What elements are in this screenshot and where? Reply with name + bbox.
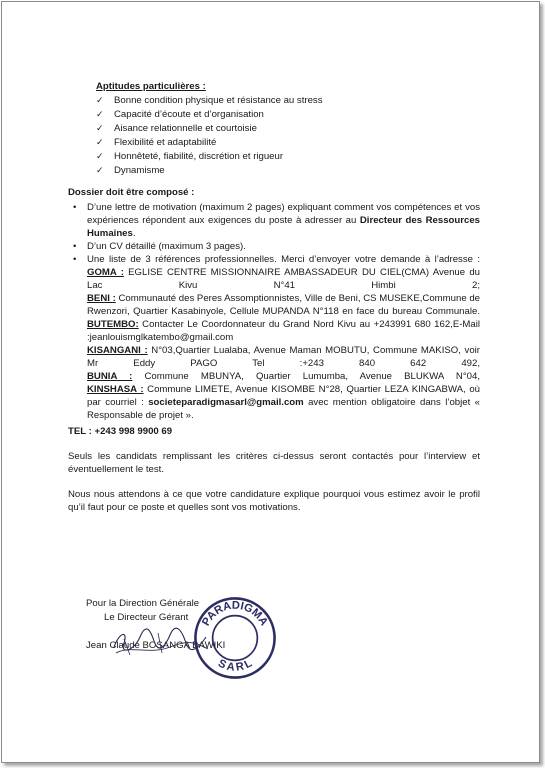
checkmark-icon: ✓ — [96, 165, 104, 175]
checkmark-icon: ✓ — [96, 137, 104, 147]
stamp-top-text: PARADIGMA — [200, 599, 270, 628]
document-body — [68, 80, 480, 514]
company-stamp — [192, 595, 278, 681]
list-item: • D’une lettre de motivation (maximum 2 pages) expliquant comment vos compétences et vos expériences répondent aux exigences du poste à adresser au Directeur des Ressources Humaines. — [73, 202, 480, 239]
dossier-list — [68, 201, 480, 266]
address-butembo: BUTEMBO: Contacter Le Coordonnateur du Grand Nord Kivu au +243991 680 162,E-Mail :jeanlouismglkatembo@gmail.com — [87, 319, 480, 343]
list-item: ✓ Capacité d’écoute et d’organisation — [96, 109, 264, 120]
paragraph-selection: Seuls les candidats remplissant les critères ci-dessus seront contactés pour l’interview et éventuellement le test. — [68, 451, 480, 475]
checkmark-icon: ✓ — [96, 95, 104, 105]
address-goma: GOMA : EGLISE CENTRE MISSIONNAIRE AMBASSADEUR DU CIEL(CMA) Avenue du Lac Kivu N°41 Himbi 2; — [87, 267, 480, 291]
dossier-title: Dossier doit être composé : — [68, 187, 195, 198]
list-item: ✓ Aisance relationnelle et courtoisie — [96, 123, 257, 134]
checkmark-icon: ✓ — [96, 109, 104, 119]
list-item: ✓ Flexibilité et adaptabilité — [96, 137, 217, 148]
aptitudes-list — [68, 94, 480, 178]
signature-line-director: Le Directeur Gérant — [104, 612, 189, 623]
address-kinshasa: KINSHASA : Commune LIMETE, Avenue KISOMBE N°28, Quartier LEZA KINGABWA, où par courriel : societeparadigmasarl@gmail.com avec mention obligatoire dans l’objet « Responsable de projet ». — [87, 384, 480, 421]
bullet-icon: • — [73, 254, 77, 265]
list-item: ✓ Dynamisme — [96, 165, 165, 176]
phone-number: TEL : +243 998 9900 69 — [68, 426, 173, 437]
list-item: ✓ Honnêteté, fiabilité, discrétion et rigueur — [96, 151, 284, 162]
contact-email: societeparadigmasarl@gmail.com — [148, 397, 304, 408]
signature-name: Jean Claude BOSANGA BAWIKI — [86, 640, 226, 651]
address-bunia: BUNIA : Commune MBUNYA, Quartier Lumumba, Avenue BLUKWA N°04, — [87, 371, 480, 382]
checkmark-icon: ✓ — [96, 151, 104, 161]
paragraph-expectations: Nous nous attendons à ce que votre candidature explique pourquoi vous estimez avoir le profil qu’il faut pour ce poste et quelles sont vos motivations. — [68, 489, 480, 513]
bullet-icon: • — [73, 202, 77, 213]
bullet-icon: • — [73, 241, 77, 252]
list-item: • D’un CV détaillé (maximum 3 pages). — [73, 241, 246, 252]
checkmark-icon: ✓ — [96, 123, 104, 133]
address-kisangani: KISANGANI : N°03,Quartier Lualaba, Avenue Maman MOBUTU, Commune MAKISO, voir Mr Eddy PAGO Tel :+243 840 642 492, — [87, 345, 480, 369]
list-item: • Une liste de 3 références professionnelles. Merci d’envoyer votre demande à l’adresse : — [73, 254, 480, 265]
director-title: Directeur des Ressources Humaines — [87, 215, 480, 239]
stamp-bottom-text: SARL — [216, 657, 255, 674]
signature-line-direction: Pour la Direction Générale — [86, 598, 200, 609]
svg-text:PARADIGMA — [200, 600, 270, 628]
list-item: ✓ Bonne condition physique et résistance au stress — [96, 95, 323, 106]
aptitudes-title: Aptitudes particulières : — [96, 81, 206, 92]
address-beni: BENI : Communauté des Peres Assomptionnistes, Ville de Beni, CS MUSEKE,Commune de Rwenzori, Quartier Kasabinyole, Cellule MUPANDA N°118 en face du bureau Communale. — [87, 293, 481, 317]
